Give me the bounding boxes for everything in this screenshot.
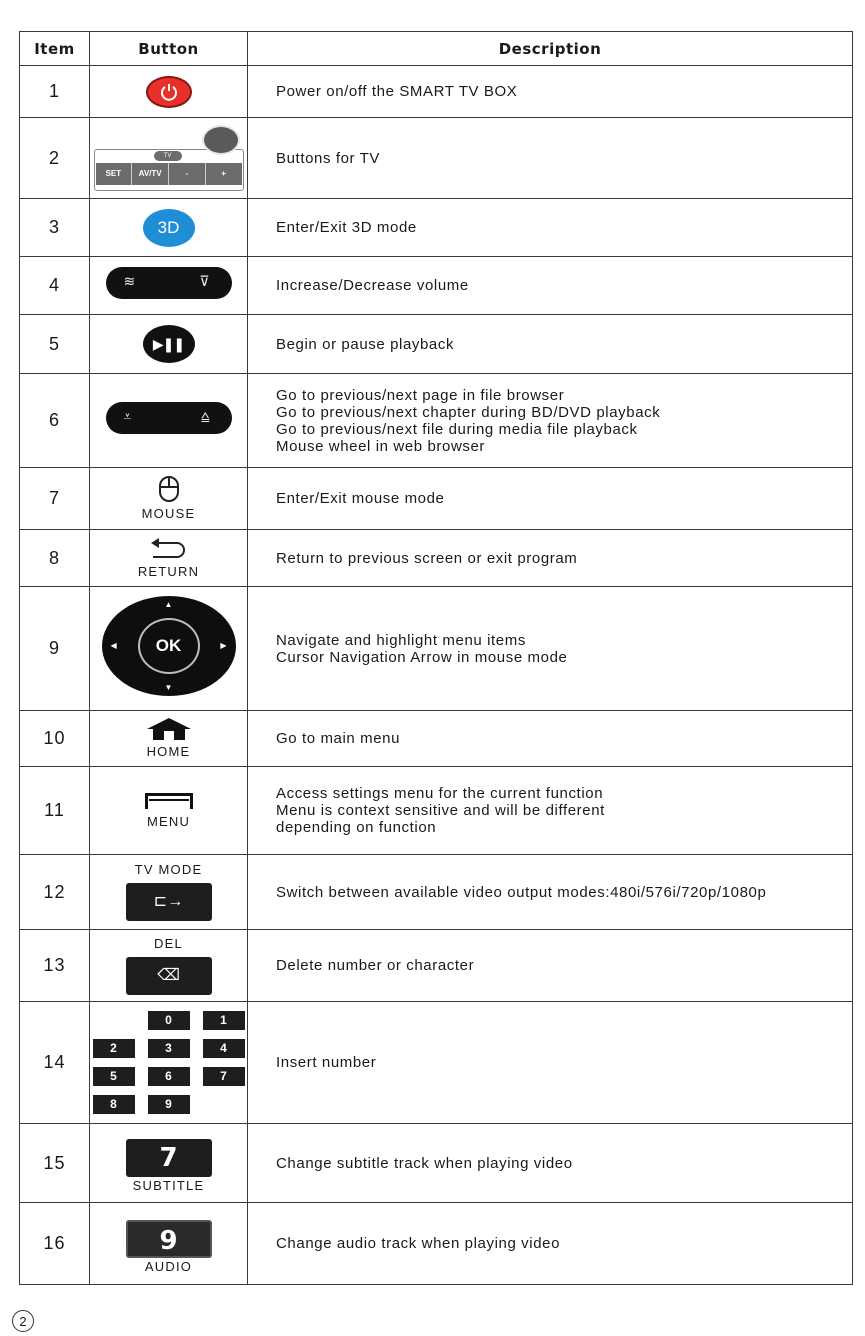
key-1: 1	[203, 1011, 245, 1030]
description-cell	[248, 66, 853, 118]
button-cell	[90, 468, 248, 530]
tv-label: TV	[154, 151, 182, 161]
description-line: Access settings menu for the current function	[276, 785, 604, 802]
description-cell	[248, 711, 853, 767]
description-line: Mouse wheel in web browser	[276, 437, 486, 455]
button-cell	[90, 257, 248, 315]
description-cell	[248, 118, 853, 199]
description-line: Navigate and highlight menu items	[276, 631, 526, 649]
item-number: 4	[20, 257, 90, 315]
button-cell	[90, 930, 248, 1002]
description-line: Go to previous/next chapter during BD/DVD playback	[276, 403, 661, 421]
button-cell	[90, 767, 248, 855]
description-cell	[248, 257, 853, 315]
item-number: 1	[20, 66, 90, 118]
tv-mode-icon: ⊏→	[126, 883, 212, 921]
header-button: Button	[90, 32, 248, 66]
description-cell	[248, 767, 853, 855]
item-number: 10	[20, 711, 90, 767]
button-reference-table	[19, 31, 853, 1285]
button-cell	[90, 711, 248, 767]
button-caption: MOUSE	[141, 506, 196, 521]
header-description: Description	[248, 32, 853, 66]
description-cell	[248, 1002, 853, 1124]
tv-avtv-key: AV/TV	[132, 163, 169, 185]
volume-icon: ≋ ⊽	[106, 267, 232, 299]
audio-key: 9	[126, 1220, 212, 1258]
menu-icon	[144, 792, 194, 810]
item-number: 2	[20, 118, 90, 199]
button-caption: TV MODE	[134, 862, 203, 877]
item-number: 7	[20, 468, 90, 530]
description-line: Switch between available video output modes:480i/576i/720p/1080p	[276, 883, 767, 901]
button-cell	[90, 1124, 248, 1203]
item-number: 13	[20, 930, 90, 1002]
header-item: Item	[20, 32, 90, 66]
description-cell	[248, 199, 853, 257]
description-line: Insert number	[276, 1054, 377, 1071]
key-4: 4	[203, 1039, 245, 1058]
table-row	[20, 1002, 853, 1124]
description-cell	[248, 587, 853, 711]
table-row	[20, 930, 853, 1002]
description-cell	[248, 315, 853, 374]
description-cell	[248, 1203, 853, 1285]
description-line: Buttons for TV	[276, 149, 381, 167]
key-5: 5	[93, 1067, 135, 1086]
item-number: 11	[20, 767, 90, 855]
key-0: 0	[148, 1011, 190, 1030]
description-line: Go to previous/next file during media file playback	[276, 420, 638, 438]
table-row	[20, 66, 853, 118]
tv-vol-down-key: -	[169, 163, 206, 185]
button-caption: AUDIO	[144, 1258, 193, 1274]
3d-button: 3D	[143, 209, 195, 247]
backspace-icon: ⌫	[126, 957, 212, 995]
description-line: Cursor Navigation Arrow in mouse mode	[276, 648, 568, 666]
description-line: Begin or pause playback	[276, 335, 455, 353]
tv-vol-up-key: +	[221, 168, 226, 178]
power-icon	[146, 76, 192, 108]
item-number: 8	[20, 530, 90, 587]
table-header-row	[20, 32, 853, 66]
description-line: Go to main menu	[276, 730, 401, 747]
item-number: 6	[20, 374, 90, 468]
table-row	[20, 530, 853, 587]
key-7: 7	[203, 1067, 245, 1086]
item-number: 14	[20, 1002, 90, 1124]
button-cell	[90, 66, 248, 118]
tv-buttons-panel	[94, 121, 244, 191]
key-9: 9	[148, 1095, 190, 1114]
description-cell	[248, 855, 853, 930]
table-row	[20, 374, 853, 468]
tv-set-key: SET	[96, 163, 133, 185]
table-row	[20, 468, 853, 530]
dpad-icon: ▲ ▼ ◀ ▶ OK	[102, 596, 236, 696]
button-caption: HOME	[146, 744, 191, 759]
description-cell	[248, 374, 853, 468]
page-number: 2	[12, 1310, 34, 1332]
key-8: 8	[93, 1095, 135, 1114]
button-caption: DEL	[154, 935, 183, 951]
description-line: Enter/Exit mouse mode	[276, 490, 445, 507]
table-row	[20, 199, 853, 257]
description-cell	[248, 530, 853, 587]
table-row	[20, 1124, 853, 1203]
key-2: 2	[93, 1039, 135, 1058]
button-cell	[90, 118, 248, 199]
button-cell	[90, 315, 248, 374]
description-line: Power on/off the SMART TV BOX	[276, 83, 518, 100]
description-line: Return to previous screen or exit program	[276, 549, 578, 567]
tv-power-icon	[202, 125, 240, 155]
description-cell	[248, 1124, 853, 1203]
description-line: depending on function	[276, 819, 437, 836]
table-row	[20, 711, 853, 767]
item-number: 5	[20, 315, 90, 374]
description-line: Delete number or character	[276, 957, 475, 974]
return-icon	[149, 538, 189, 560]
table-row	[20, 315, 853, 374]
description-cell	[248, 468, 853, 530]
home-icon	[147, 718, 191, 740]
description-line: Change subtitle track when playing video	[276, 1154, 573, 1172]
description-line: Increase/Decrease volume	[276, 277, 469, 294]
description-line: Menu is context sensitive and will be different	[276, 802, 605, 819]
button-cell	[90, 530, 248, 587]
item-number: 3	[20, 199, 90, 257]
key-6: 6	[148, 1067, 190, 1086]
button-caption: MENU	[146, 814, 191, 829]
button-cell	[90, 855, 248, 930]
description-line: Enter/Exit 3D mode	[276, 219, 417, 236]
ok-button: OK	[138, 618, 200, 674]
item-number: 15	[20, 1124, 90, 1203]
button-caption: RETURN	[137, 563, 200, 579]
table-row	[20, 767, 853, 855]
button-caption: SUBTITLE	[132, 1178, 205, 1193]
description-cell	[248, 930, 853, 1002]
table-row	[20, 855, 853, 930]
item-number: 16	[20, 1203, 90, 1285]
table-row	[20, 118, 853, 199]
item-number: 9	[20, 587, 90, 711]
table-row	[20, 1203, 853, 1285]
description-line: Change audio track when playing video	[276, 1235, 561, 1252]
button-cell	[90, 1203, 248, 1285]
key-3: 3	[148, 1039, 190, 1058]
subtitle-key: 7	[126, 1139, 212, 1177]
table-row	[20, 257, 853, 315]
item-number: 12	[20, 855, 90, 930]
play-pause-icon: ▶❚❚	[143, 325, 195, 363]
description-line: Go to previous/next page in file browser	[276, 386, 565, 404]
table-row	[20, 587, 853, 711]
page-up-down-icon: ⩡ ⩠	[106, 402, 232, 434]
number-keypad	[93, 1011, 245, 1114]
button-cell	[90, 199, 248, 257]
button-cell	[90, 374, 248, 468]
button-cell	[90, 587, 248, 711]
button-cell	[90, 1002, 248, 1124]
mouse-icon	[158, 476, 180, 502]
